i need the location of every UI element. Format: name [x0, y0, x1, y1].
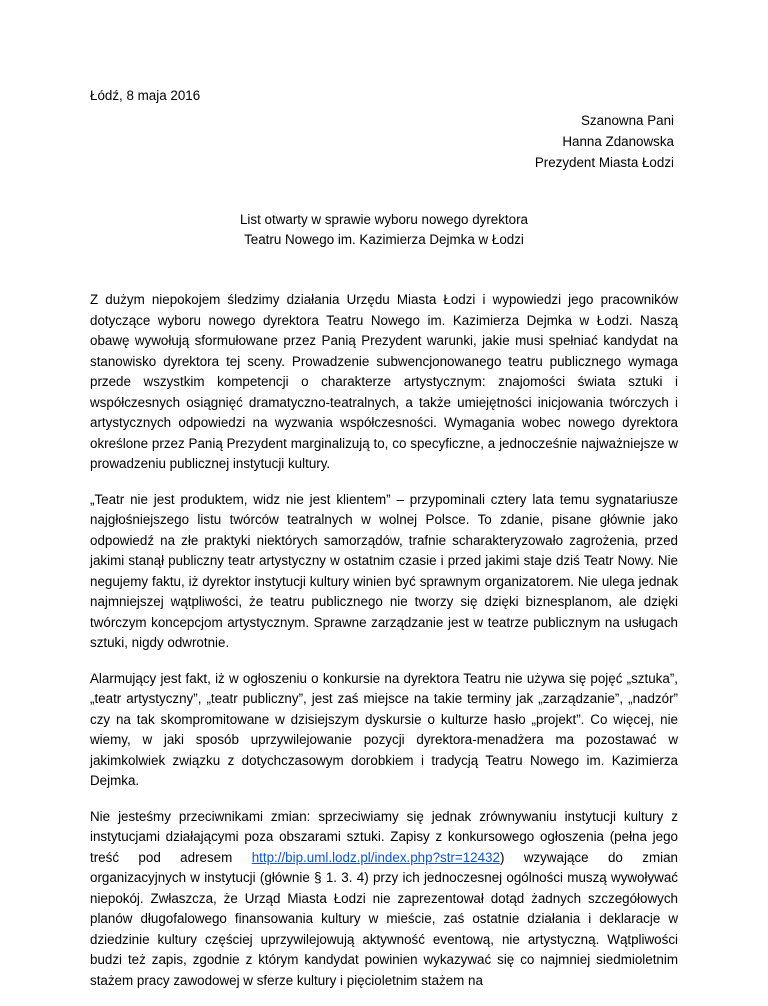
addressee-position: Prezydent Miasta Łodzi	[534, 155, 674, 170]
addressee-block	[535, 110, 674, 173]
bip-link[interactable]: http://bip.uml.lodz.pl/index.php?str=12432	[251, 849, 500, 865]
paragraph-2: „Teatr nie jest produktem, widz nie jest klientem” – przypominali cztery lata temu sygnatariusze najgłośniejszego listu twórców teatralnych w wolnej Polsce. To zdanie, pisane głównie jako odpowiedź na złe praktyki niektórych samorządów, trafnie scharakteryzowało zagrożenia, przed jakimi stanął publiczny teatr artystyczny w ostatnim czasie i przed jakimi staje dziś Teatr Nowy. Nie negujemy faktu, iż dyrektor instytucji kultury winien być sprawnym organizatorem. Nie ulega jednak najmniejszej wątpliwości, że teatru publicznego nie tworzy się dzięki biznesplanom, ale dzięki twórczym koncepcjom artystycznym. Sprawne zarządzanie jest w teatrze publicznym na usługach sztuki, nigdy odwrotnie.	[90, 491, 678, 650]
addressee-salutation: Szanowna Pani	[580, 113, 674, 128]
paragraph-1: Z dużym niepokojem śledzimy działania Urzędu Miasta Łodzi i wypowiedzi jego pracowników dotyczące wyboru nowego dyrektora Teatru Nowego im. Kazimierza Dejmka w Łodzi. Naszą obawę wywołują sformułowane przez Panią Prezydent warunki, jakie musi spełniać kandydat na stanowisko dyrektora tej sceny. Prowadzenie subwencjonowanego teatru publicznego wymaga przede wszystkim kompetencji o charakterze artystycznym: znajomości świata sztuki i współczesnych osiągnięć dramatyczno-teatralnych, a także umiejętności inicjowania twórczych i artystycznych odpowiedzi na wyzwania współczesności. Wymagania wobec nowego dyrektora określone przez Panią Prezydent marginalizują to, co specyficzne, a jednocześnie najważniejsze w prowadzeniu publicznej instytucji kultury.	[90, 292, 678, 471]
letter-title	[90, 210, 678, 250]
letter-body	[90, 290, 678, 1006]
paragraph-3: Alarmujący jest fakt, iż w ogłoszeniu o konkursie na dyrektora Teatru nie używa się pojęć „sztuka”, „teatr artystyczny”, „teatr publiczny”, jest zaś miejsce na takie terminy jak „zarządzanie”, „nadzór” czy na tak skompromitowane w dzisiejszym dyskursie o kulturze hasło „projekt”. Co więcej, nie wiemy, w jaki sposób uprzywilejowanie pozycji dyrektora-menadżera ma pozostawać w jakimkolwiek związku z dotychczasowym dorobkiem i tradycją Teatru Nowego im. Kazimierza Dejmka.	[90, 670, 678, 788]
letter-title-line-2: Teatru Nowego im. Kazimierza Dejmka w Łodzi	[244, 232, 524, 247]
letter-title-line-1: List otwarty w sprawie wyboru nowego dyrektora	[239, 212, 529, 227]
paragraph-4	[90, 807, 678, 992]
letter-date: Łódź, 8 maja 2016	[90, 88, 201, 103]
addressee-name: Hanna Zdanowska	[562, 134, 674, 149]
paragraph-4-text-after: ) wzywające do zmian organizacyjnych w instytucji (głównie § 1. 3. 4) przy ich jednoczesnej ogólności muszą wywoływać niepokój. Zwłaszcza, że Urząd Miasta Łodzi nie zaprezentował dotąd żadnych szczegółowych planów długofalowego finansowania kultury w mieście, zaś ostatnie działania i deklaracje w dziedzinie kultury częściej uprzywilejowują aktywność eventową, nie artystyczną. Wątpliwości budzi też zapis, zgodnie z którym kandydat powinien wykazywać się co najmniej siedmioletnim stażem pracy zawodowej w sferze kultury i pięcioletnim stażem na	[90, 849, 678, 988]
paragraph-4-text-before: Nie jesteśmy przeciwnikami zmian: sprzeciwiamy się jednak zrównywaniu instytucji kultury z instytucjami działającymi poza obszarami sztuki. Zapisy z konkursowego ogłoszenia (pełna jego treść pod adresem	[90, 808, 678, 865]
